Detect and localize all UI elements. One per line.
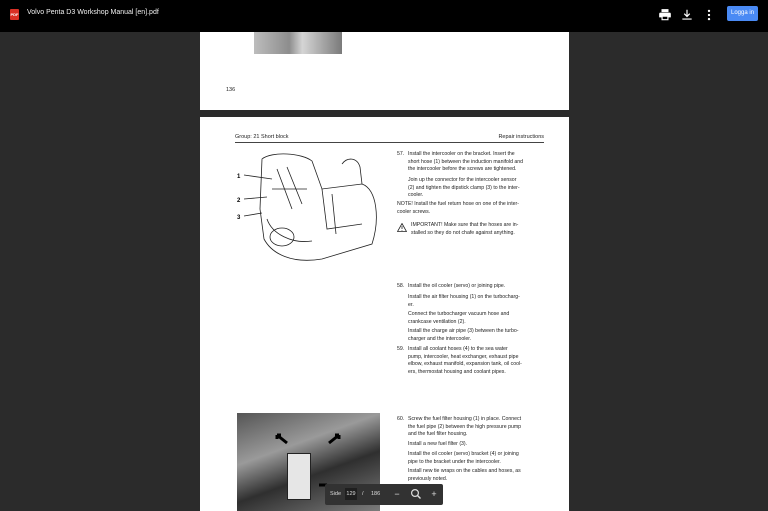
text-line: pipe to the bracket under the intercooler. xyxy=(408,458,501,465)
step-57-number: 57. xyxy=(397,151,405,157)
text-line: cooler. xyxy=(408,192,424,198)
text-line: the fuel pipe (2) between the high pressure pump xyxy=(408,423,522,430)
pdf-file-icon: PDF xyxy=(10,9,19,20)
engine-illustration xyxy=(254,32,342,54)
page-number: 136 xyxy=(226,87,236,93)
text-line: Connect the turbocharger vacuum hose and xyxy=(408,311,510,317)
step-60-number: 60. xyxy=(397,416,405,422)
login-button[interactable]: Logga in xyxy=(727,6,758,21)
magnify-icon[interactable] xyxy=(410,488,422,500)
intercooler-diagram xyxy=(232,149,382,267)
print-icon[interactable] xyxy=(658,8,672,22)
text-line: er. xyxy=(408,301,414,308)
page-label: Side xyxy=(330,491,342,497)
step-57-text: Install the intercooler on the bracket. Insert the xyxy=(408,151,515,157)
text-line: cooler screws. xyxy=(397,208,431,215)
download-icon[interactable] xyxy=(680,8,694,22)
text-line: stalled so they do not chafe against anything. xyxy=(411,229,515,236)
step-59-text: Install all coolant hoses (4) to the sea water xyxy=(408,346,508,352)
header-divider xyxy=(235,142,544,143)
document-title: Volvo Penta D3 Workshop Manual [en].pdf xyxy=(27,9,159,16)
minus-icon[interactable]: − xyxy=(394,489,400,499)
page-header-section: Repair instructions xyxy=(498,134,544,140)
text-line: elbow, exhaust manifold, expansion tank, oil cool- xyxy=(408,361,522,367)
callout-3: 3 xyxy=(237,215,241,221)
more-vert-icon[interactable] xyxy=(702,8,716,22)
text-line: the intercooler before the screws are tightened. xyxy=(408,166,517,172)
warning-icon xyxy=(397,223,407,232)
text-line: Install the charge air pipe (3) between the turbo- xyxy=(408,328,519,334)
text-line: Install the air filter housing (1) on the turbocharg- xyxy=(408,294,520,300)
text-line: previously noted. xyxy=(408,475,448,482)
text-line: charger and the intercooler. xyxy=(408,335,472,342)
text-line: Install the oil cooler (servo) bracket (4) or joining xyxy=(408,451,519,457)
note-text: NOTE! Install the fuel return hose on one of the inter- xyxy=(397,201,519,207)
text-line: ers, thermostat housing and coolant pipes. xyxy=(408,368,506,375)
text-line: Install a new fuel filter (3). xyxy=(408,441,468,447)
page-separator: / xyxy=(362,491,364,497)
step-60-text: Screw the fuel filter housing (1) in place. Connect xyxy=(408,416,522,422)
text-line: and the fuel filter housing. xyxy=(408,431,468,437)
text-line: crankcase ventilation (2). xyxy=(408,318,466,325)
step-59-number: 59. xyxy=(397,346,405,352)
pdf-page-136 xyxy=(200,32,569,110)
text-line: pump, intercooler, heat exchanger, exhaust pipe xyxy=(408,353,519,360)
callout-2: 2 xyxy=(237,198,241,204)
page-zoom-controls xyxy=(325,484,443,505)
pdf-page-137 xyxy=(200,117,569,511)
top-toolbar xyxy=(0,0,768,32)
total-pages: 186 xyxy=(371,491,381,497)
step-58-number: 58. xyxy=(397,283,405,289)
plus-icon[interactable]: + xyxy=(431,489,437,499)
step-58-text: Install the oil cooler (servo) or joining pipe. xyxy=(408,283,506,289)
page-header-group: Group: 21 Short block xyxy=(235,134,289,140)
current-page-input[interactable]: 129 xyxy=(345,488,357,500)
text-line: (2) and tighten the dipstick clamp (3) to the inter- xyxy=(408,184,520,191)
text-line: Install new tie wraps on the cables and hoses, as xyxy=(408,468,521,474)
text-line: Join up the connector for the intercooler sensor xyxy=(408,177,517,183)
text-line: short hose (1) between the induction manifold and xyxy=(408,158,524,165)
important-text: IMPORTANT! Make sure that the hoses are in- xyxy=(411,222,519,228)
callout-1: 1 xyxy=(237,174,241,180)
